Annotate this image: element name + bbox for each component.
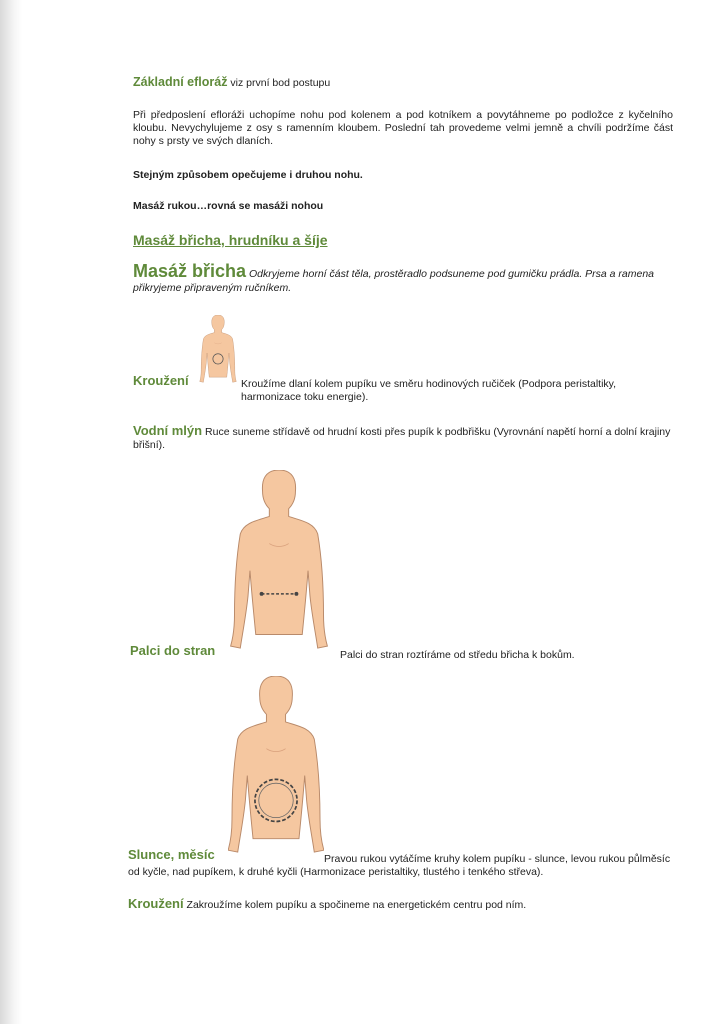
item-text-water-mill: Ruce suneme střídavě od hrudní kosti přes pupík k podbřišku (Vyrovnání napětí horní a dolní krajiny břišní).	[133, 426, 671, 451]
item-text-final-circling: Zakroužíme kolem pupíku a spočineme na energetickém centru pod ním.	[186, 899, 527, 911]
abdomen-intro-text: Odkryjeme horní část těla, prostěradlo podsuneme pod gumičku prádla. Prsa a ramena přikryjeme připraveným ručníkem.	[133, 268, 655, 294]
item-label-water-mill: Vodní mlýn	[133, 423, 203, 438]
scan-edge-shadow	[0, 0, 22, 1024]
thumbs-sideways-illustration	[230, 470, 328, 650]
item-label-sun-moon: Slunce, měsíc	[128, 847, 215, 862]
basic-effleurage-heading: Základní efloráž	[133, 75, 228, 89]
sun-moon-illustration	[228, 676, 324, 854]
section-basic-effleurage	[133, 76, 673, 90]
section-title-link[interactable]: Masáž břicha, hrudníku a šíje	[133, 232, 328, 248]
circling-illustration	[196, 315, 240, 383]
hand-massage-note: Masáž rukou…rovná se masáži nohou	[133, 200, 324, 212]
item-text-circling: Kroužíme dlaní kolem pupíku ve směru hodinových ručiček (Podpora peristaltiky, harmonizace toku energie).	[241, 378, 617, 403]
item-label-circling: Kroužení	[133, 373, 189, 388]
item-label-thumbs: Palci do stran	[130, 643, 216, 658]
item-text-thumbs: Palci do stran roztíráme od středu břicha k bokům.	[340, 649, 575, 661]
abdomen-intro	[133, 261, 673, 295]
item-label-final-circling: Kroužení	[128, 896, 184, 911]
abdomen-heading: Masáž břicha	[133, 261, 247, 281]
item-water-mill	[133, 424, 676, 452]
item-text-sun-moon: Pravou rukou vytáčíme kruhy kolem pupíku - slunce, levou rukou půlměsíc od kyčle, nad pupíkem, k druhé kyčli (Harmonizace peristaltiky, tlustého i tenkého střeva).	[128, 853, 671, 878]
item-final-circling	[128, 897, 676, 912]
basic-effleurage-note: viz první bod postupu	[230, 77, 331, 89]
effleurage-paragraph: Při předposlení efloráži uchopíme nohu pod kolenem a pod kotníkem a povytáhneme po podložce z kyčelního kloubu. Nevychylujeme z osy s ramenním kloubem. Poslední tah provedeme velmi jemně a chvíli podržíme část nohy s prsty ve svých dlaních.	[133, 109, 673, 147]
other-leg-note: Stejným způsobem opečujeme i druhou nohu.	[133, 169, 363, 181]
